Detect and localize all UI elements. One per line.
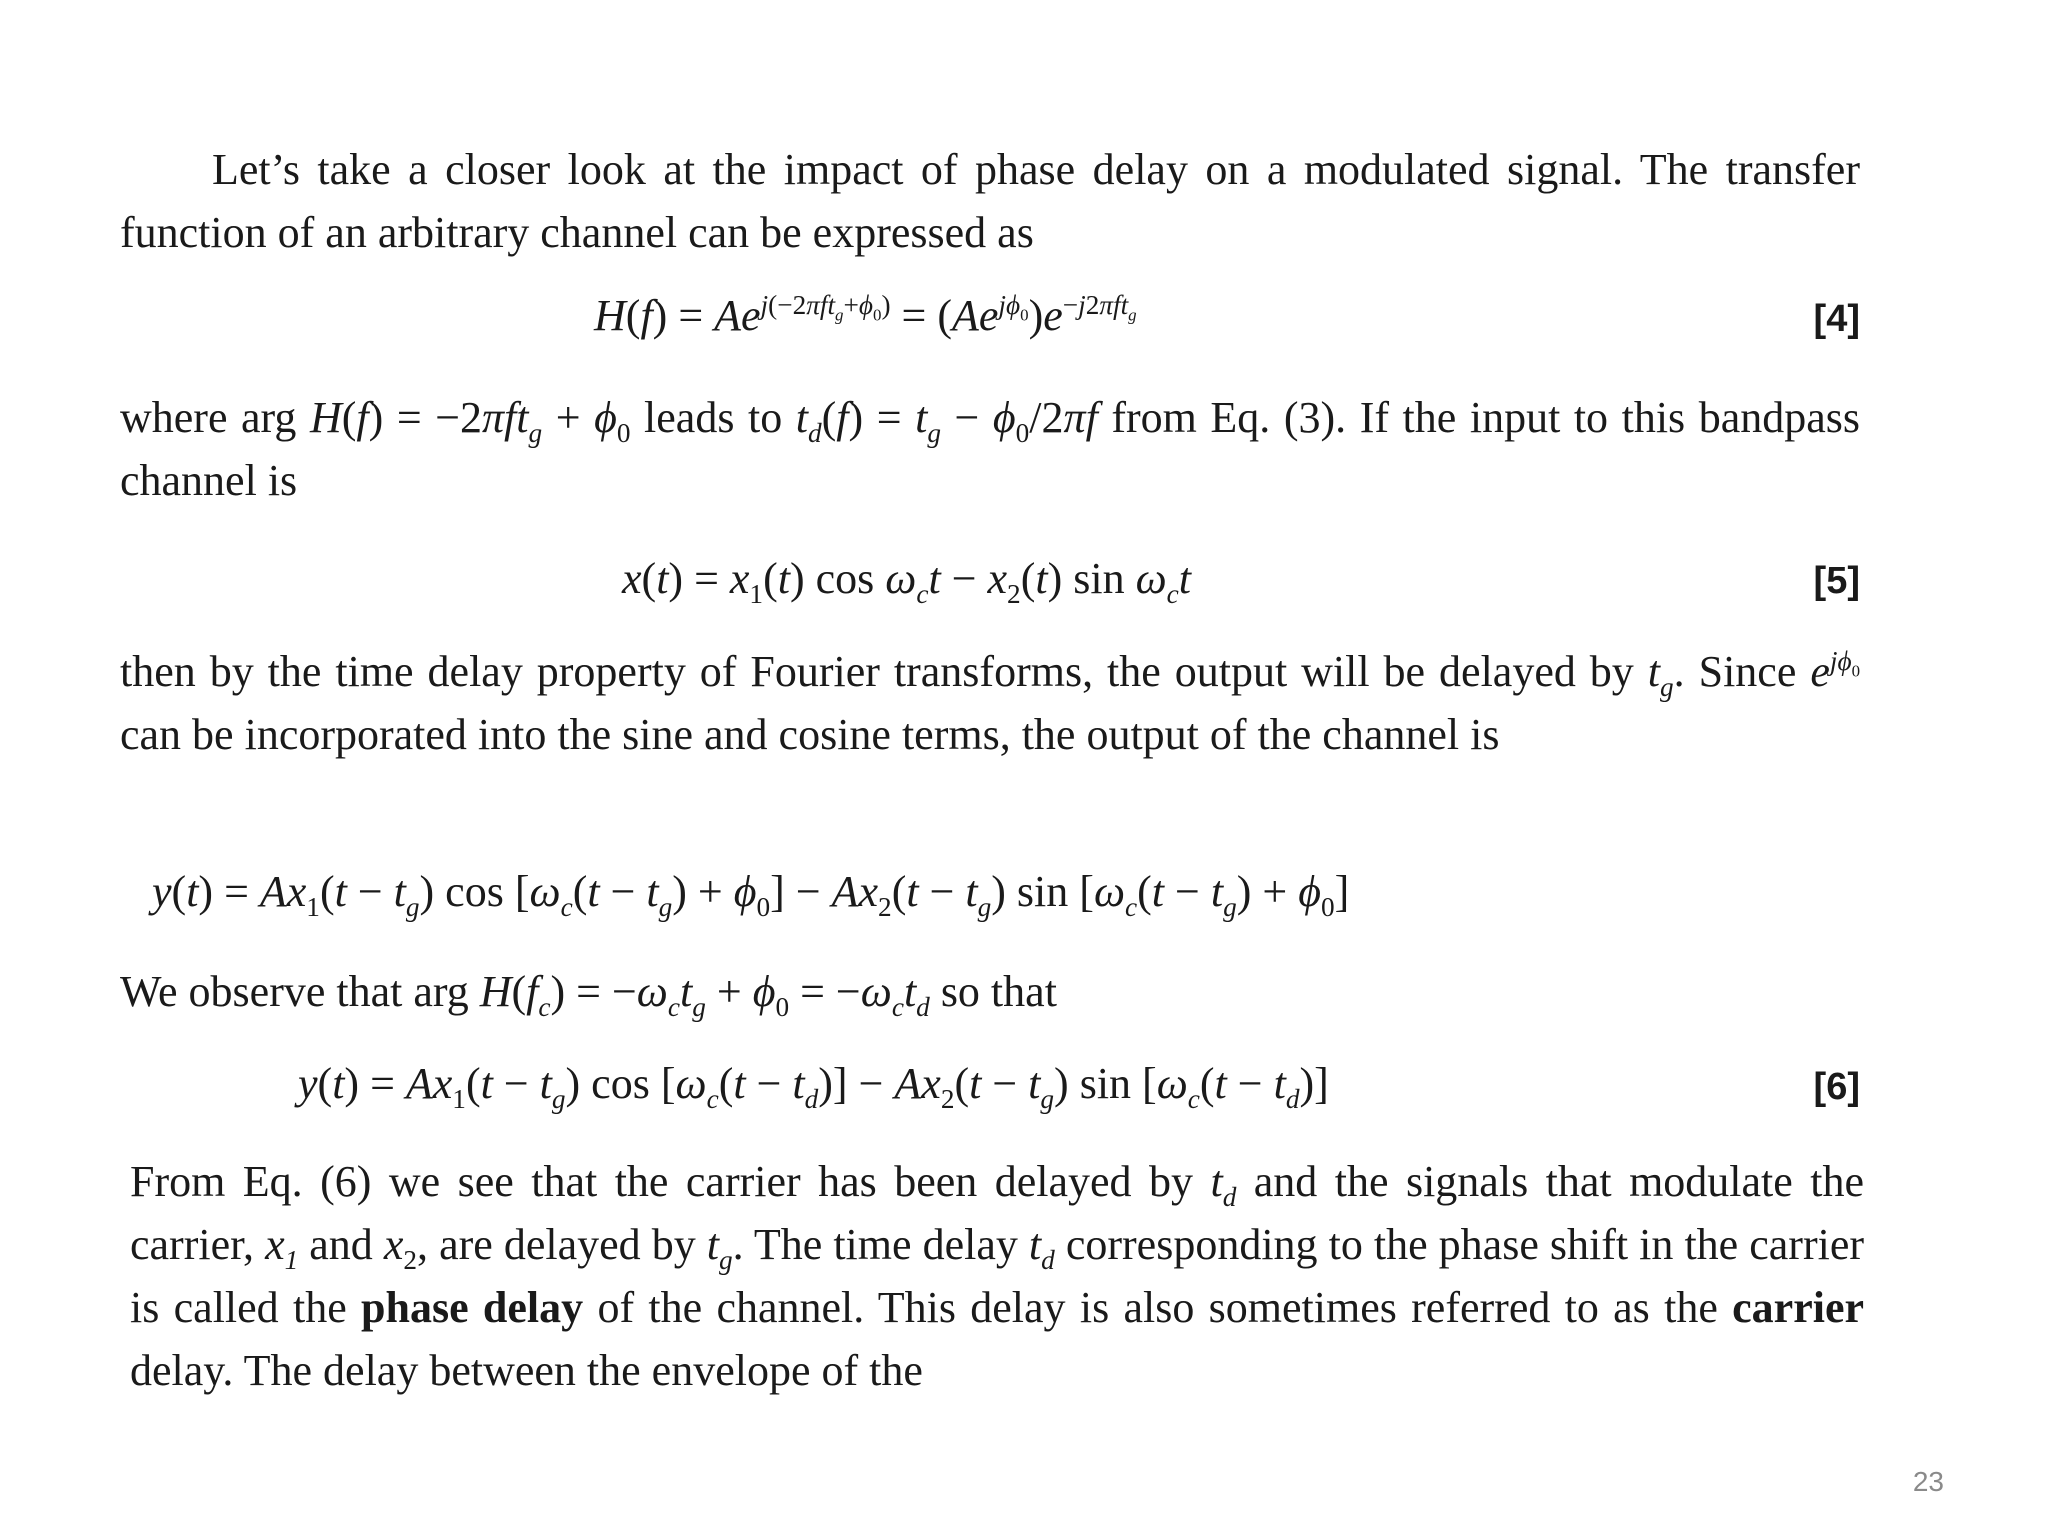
term-phase-delay: phase delay xyxy=(361,1283,584,1332)
paragraph-phase-delay-text-b: and the signals that modulate the carrier, xyxy=(130,1157,1865,1269)
equation-6: $y(t) = Ax_1(t - t_g)$ $\cos [\omega_c(t - t_d)] - Ax_2(t - t_g)$ $\sin [\omega_c(t - t_d)]$ xyxy=(298,1059,1329,1114)
paragraph-phase-delay-text-c: and xyxy=(309,1220,373,1269)
paragraph-time-delay-text-a: then by the time delay property of Fourier transforms, the output will be delayed by xyxy=(120,647,1634,696)
equation-number-4: [4] xyxy=(1813,298,1860,340)
paragraph-time-delay-text-b: . Since xyxy=(1673,647,1797,696)
paragraph-phase-delay-text-d: , are delayed by xyxy=(417,1220,696,1269)
equation-output: $y(t) = Ax_1(t - t_g)$ $\cos [\omega_c(t - t_g) + \phi_0] - Ax_2(t - t_g)$ $\sin [\omega_c(t - t_g) + \phi_0]$ xyxy=(152,867,1350,922)
equation-4: $H(f) = Ae^{j(-2\pi ft_g+\phi_0)} = (Ae^{j\phi_0})e^{-j2\pi ft_g}$ xyxy=(594,290,1137,340)
equation-5: $x(t) = x_1(t)$ $\cos \omega_ct - x_2(t)$ $\sin \omega_ct$ xyxy=(622,554,1191,609)
paragraph-intro-text: Let’s take a closer look at the impact of phase delay on a modulated signal. The transfer function of an arbitrary channel can be expressed as xyxy=(120,145,1860,257)
paragraph-time-delay-text-c: can be incorporated into the sine and cosine terms, the output of the channel is xyxy=(120,710,1500,759)
paragraph-phase-delay-text-g: of the channel. This delay is also sometimes referred to as the xyxy=(597,1283,1718,1332)
paragraph-phase-delay-text-e: . The time delay xyxy=(732,1220,1018,1269)
paragraph-observe-text-a: We observe that arg xyxy=(120,967,469,1016)
paragraph-time-delay: then by the time delay property of Fourier transforms, the output will be delayed by $t_g$. Since $e^{j\phi_0}$ can be incorporated into the sine and cosine terms, the output of the channel is xyxy=(120,646,1861,759)
paragraph-intro xyxy=(120,138,1860,264)
paragraph-phase-arg-text-b: leads to xyxy=(644,393,783,442)
paragraph-phase-arg-text-a: where arg xyxy=(120,393,297,442)
paragraph-phase-delay: From Eq. (6) we see that the carrier has been delayed by $t_d$ and the signals that modulate the carrier, $x_1$ and $x_2$, are delayed by $t_g$. The time delay $t_d$ corresponding to the phase shift in the carrier is called the phase delay of the channel. This delay is also sometimes referred to as the carrier delay. The delay between the envelope of the xyxy=(130,1157,1865,1395)
paragraph-observe: We observe that arg $H(f_c) = -\omega_ct_g + \phi_0 = -\omega_ct_d$ so that xyxy=(120,967,1057,1022)
page-number: 23 xyxy=(1912,1466,1944,1497)
paragraph-observe-text-b: so that xyxy=(940,967,1057,1016)
equation-number-6: [6] xyxy=(1813,1066,1860,1108)
paragraph-phase-delay-text-h: delay. The delay between the envelope of the xyxy=(130,1346,923,1395)
term-carrier: carrier xyxy=(1732,1283,1865,1332)
paragraph-phase-delay-text-a: From Eq. (6) we see that the carrier has been delayed by xyxy=(130,1157,1193,1206)
paragraph-phase-arg: where arg $H(f) = -2\pi ft_g + \phi_0$ leads to $t_d(f) = t_g - \phi_0/2\pi f$ from Eq. (3). If the input to this bandpass channel is xyxy=(120,393,1861,505)
paragraph-phase-delay-text-f: corresponding to the phase shift in the carrier is called the xyxy=(130,1220,1865,1332)
equation-number-5: [5] xyxy=(1813,560,1860,602)
paragraph-phase-arg-text-c: from Eq. (3). If the input to this bandpass channel is xyxy=(120,393,1861,505)
